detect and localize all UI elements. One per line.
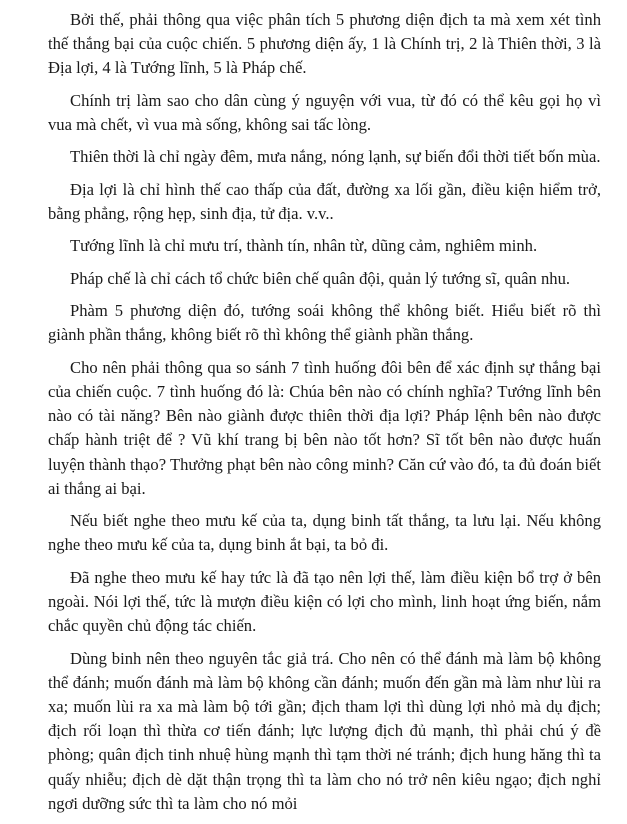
paragraph-listen-plans: Nếu biết nghe theo mưu kế của ta, dụng binh tất thắng, ta lưu lại. Nếu không nghe theo mưu kế của ta, dụng binh ắt bại, ta bỏ đi. [48,511,601,555]
paragraph-deception: Dùng binh nên theo nguyên tắc giả trá. Cho nên có thể đánh mà làm bộ không thể đánh; muốn đánh mà làm bộ không cần đánh; muốn đến gần mà làm như lùi ra xa; muốn lùi ra xa mà làm bộ tới gần; địch tham lợi thì dùng lợi nhỏ mà dụ địch; địch rối loạn thì thừa cơ tiến đánh; lực lượng địch đủ mạnh, thì phải chú ý đề phòng; quân địch tinh nhuệ hùng mạnh thì tạm thời né tránh; địch hung hăng thì ta quấy nhiễu; địch dè dặt thận trọng thì ta làm cho nó trở nên kiêu ngạo; địch nghỉ ngơi dưỡng sức thì ta làm cho nó mỏi [48,648,601,813]
paragraph-terrain: Địa lợi là chỉ hình thế cao thấp của đất, đường xa lối gần, điều kiện hiểm trở, bằng phẳng, rộng hẹp, sinh địa, tử địa. v.v.. [48,179,601,223]
paragraph-five-aspects: Bởi thế, phải thông qua việc phân tích 5 phương diện địch ta mà xem xét tình thế thắng bại của cuộc chiến. 5 phương diện ấy, 1 là Chính trị, 2 là Thiên thời, 3 là Địa lợi, 4 là Tướng lĩnh, 5 là Pháp chế. [48,10,601,78]
paragraph-seven-situations: Cho nên phải thông qua so sánh 7 tình huống đôi bên để xác định sự thắng bại của chiến cuộc. 7 tình huống đó là: Chúa bên nào có chính nghĩa? Tướng lĩnh bên nào có tài năng? Bên nào giành được thiên thời địa lợi? Pháp lệnh bên nào được chấp hành triệt để ? Vũ khí trang bị bên nào tốt hơn? Sĩ tốt bên nào được huấn luyện thành thạo? Thưởng phạt bên nào công minh? Căn cứ vào đó, ta đủ đoán biết ai thắng ai bại. [48,357,601,498]
paragraph-generals: Tướng lĩnh là chỉ mưu trí, thành tín, nhân từ, dũng cảm, nghiêm minh. [70,236,538,256]
document-page [48,8,601,824]
paragraph-advantage: Đã nghe theo mưu kế hay tức là đã tạo nên lợi thế, làm điều kiện bổ trợ ở bên ngoài. Nói lợi thế, tức là mượn điều kiện có lợi cho mình, linh hoạt ứng biến, nắm chắc quyền chủ động tác chiến. [48,567,601,636]
paragraph-heaven-timing: Thiên thời là chỉ ngày đêm, mưa nắng, nóng lạnh, sự biến đổi thời tiết bốn mùa. [70,147,601,167]
paragraph-must-know: Phàm 5 phương diện đó, tướng soái không thể không biết. Hiểu biết rõ thì giành phần thắng, không biết rõ thì không thể giành phần thắng. [48,301,601,345]
paragraph-law: Pháp chế là chỉ cách tổ chức biên chế quân đội, quản lý tướng sĩ, quân nhu. [70,268,571,288]
paragraph-politics: Chính trị làm sao cho dân cùng ý nguyện với vua, từ đó có thể kêu gọi họ vì vua mà chết, vì vua mà sống, không sai tấc lòng. [48,90,601,134]
